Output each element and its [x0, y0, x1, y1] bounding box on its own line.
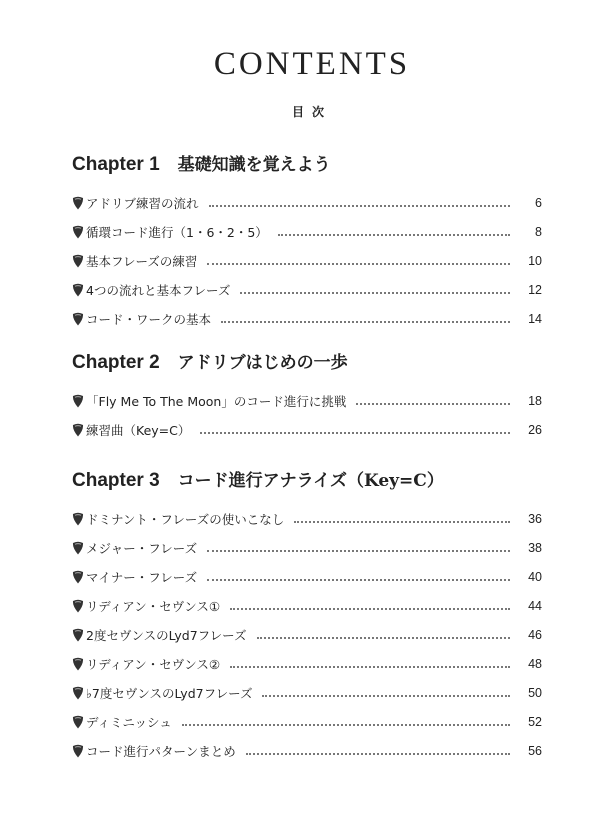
guitar-pick-icon — [72, 283, 84, 297]
guitar-pick-icon — [72, 570, 84, 584]
entry-title: 基本フレーズの練習 — [86, 253, 198, 269]
dot-leader — [294, 520, 510, 523]
toc-entry[interactable] — [72, 562, 542, 591]
page-subtitle: 目次 — [291, 105, 332, 119]
dot-leader — [200, 431, 510, 434]
entry-title: ドミナント・フレーズの使いこなし — [86, 511, 285, 527]
page-number: 52 — [528, 714, 542, 729]
guitar-pick-icon — [72, 657, 84, 671]
dot-leader — [207, 262, 510, 265]
dot-leader — [246, 752, 510, 755]
page-number: 38 — [528, 540, 542, 555]
page-number: 26 — [528, 422, 542, 437]
toc-entry[interactable] — [72, 649, 542, 678]
page-number: 44 — [528, 598, 542, 613]
toc-entry[interactable] — [72, 504, 542, 533]
guitar-pick-icon — [72, 715, 84, 729]
toc-entry[interactable] — [72, 620, 542, 649]
entry-list — [72, 188, 542, 333]
dot-leader — [230, 607, 510, 610]
page-number: 14 — [528, 311, 542, 326]
entry-title: 2度セヴンスのLyd7フレーズ — [86, 627, 247, 643]
page-number: 12 — [528, 282, 542, 297]
entry-title: メジャー・フレーズ — [86, 540, 198, 556]
page-number: 46 — [528, 627, 542, 642]
guitar-pick-icon — [72, 394, 84, 408]
dot-leader — [356, 402, 510, 405]
page-number: 6 — [535, 195, 542, 210]
guitar-pick-icon — [72, 254, 84, 268]
entry-list — [72, 386, 542, 444]
entry-title: 4つの流れと基本フレーズ — [86, 282, 231, 298]
dot-leader — [230, 665, 510, 668]
dot-leader — [240, 291, 510, 294]
chapter-section — [72, 150, 542, 333]
toc-entry[interactable] — [72, 217, 542, 246]
guitar-pick-icon — [72, 744, 84, 758]
toc-entry[interactable] — [72, 188, 542, 217]
dot-leader — [257, 636, 510, 639]
chapter-name: 基礎知識を覚えよう — [177, 155, 331, 175]
toc-entry[interactable] — [72, 707, 542, 736]
entry-title: ディミニッシュ — [86, 714, 172, 730]
toc-entry[interactable] — [72, 591, 542, 620]
dot-leader — [221, 320, 510, 323]
page-number: 48 — [528, 656, 542, 671]
chapter-section — [72, 466, 542, 765]
entry-title: 練習曲（Key=C） — [86, 422, 191, 438]
chapter-heading — [72, 150, 542, 180]
chapter-section — [72, 348, 542, 444]
page-number: 50 — [528, 685, 542, 700]
toc-entry[interactable] — [72, 415, 542, 444]
page-number: 8 — [535, 224, 542, 239]
toc-entry[interactable] — [72, 533, 542, 562]
toc-entry[interactable] — [72, 304, 542, 333]
guitar-pick-icon — [72, 512, 84, 526]
page-number: 36 — [528, 511, 542, 526]
page-title: CONTENTS — [213, 46, 411, 82]
dot-leader — [207, 549, 510, 552]
guitar-pick-icon — [72, 423, 84, 437]
toc-entry[interactable] — [72, 736, 542, 765]
chapter-name: アドリブはじめの一歩 — [177, 353, 348, 373]
guitar-pick-icon — [72, 541, 84, 555]
entry-title: コード進行パターンまとめ — [86, 743, 236, 759]
entry-list — [72, 504, 542, 765]
dot-leader — [207, 578, 510, 581]
chapter-number: Chapter 1 — [72, 154, 160, 175]
toc-entry[interactable] — [72, 275, 542, 304]
guitar-pick-icon — [72, 628, 84, 642]
chapter-number: Chapter 2 — [72, 352, 160, 373]
guitar-pick-icon — [72, 599, 84, 613]
entry-title: リディアン・セヴンス① — [86, 598, 221, 614]
dot-leader — [278, 233, 510, 236]
guitar-pick-icon — [72, 196, 84, 210]
dot-leader — [209, 204, 510, 207]
entry-title: 「Fly Me To The Moon」のコード進行に挑戦 — [86, 393, 347, 409]
toc-entry[interactable] — [72, 386, 542, 415]
toc-entry[interactable] — [72, 678, 542, 707]
entry-title: マイナー・フレーズ — [86, 569, 198, 585]
entry-title: コード・ワークの基本 — [86, 311, 212, 327]
entry-title: 循環コード進行（1・6・2・5） — [86, 224, 268, 240]
entry-title: リディアン・セヴンス② — [86, 656, 221, 672]
page-number: 40 — [528, 569, 542, 584]
chapter-heading — [72, 466, 542, 496]
chapter-name: コード進行アナライズ（Key=C） — [177, 471, 444, 491]
guitar-pick-icon — [72, 312, 84, 326]
page-number: 10 — [528, 253, 542, 268]
guitar-pick-icon — [72, 686, 84, 700]
guitar-pick-icon — [72, 225, 84, 239]
dot-leader — [262, 694, 510, 697]
chapter-heading — [72, 348, 542, 378]
page-number: 56 — [528, 743, 542, 758]
entry-title: アドリブ練習の流れ — [86, 195, 199, 211]
toc-entry[interactable] — [72, 246, 542, 275]
dot-leader — [182, 723, 510, 726]
entry-title: ♭7度セヴンスのLyd7フレーズ — [86, 685, 253, 701]
chapter-number: Chapter 3 — [72, 470, 160, 491]
page-number: 18 — [528, 393, 542, 408]
